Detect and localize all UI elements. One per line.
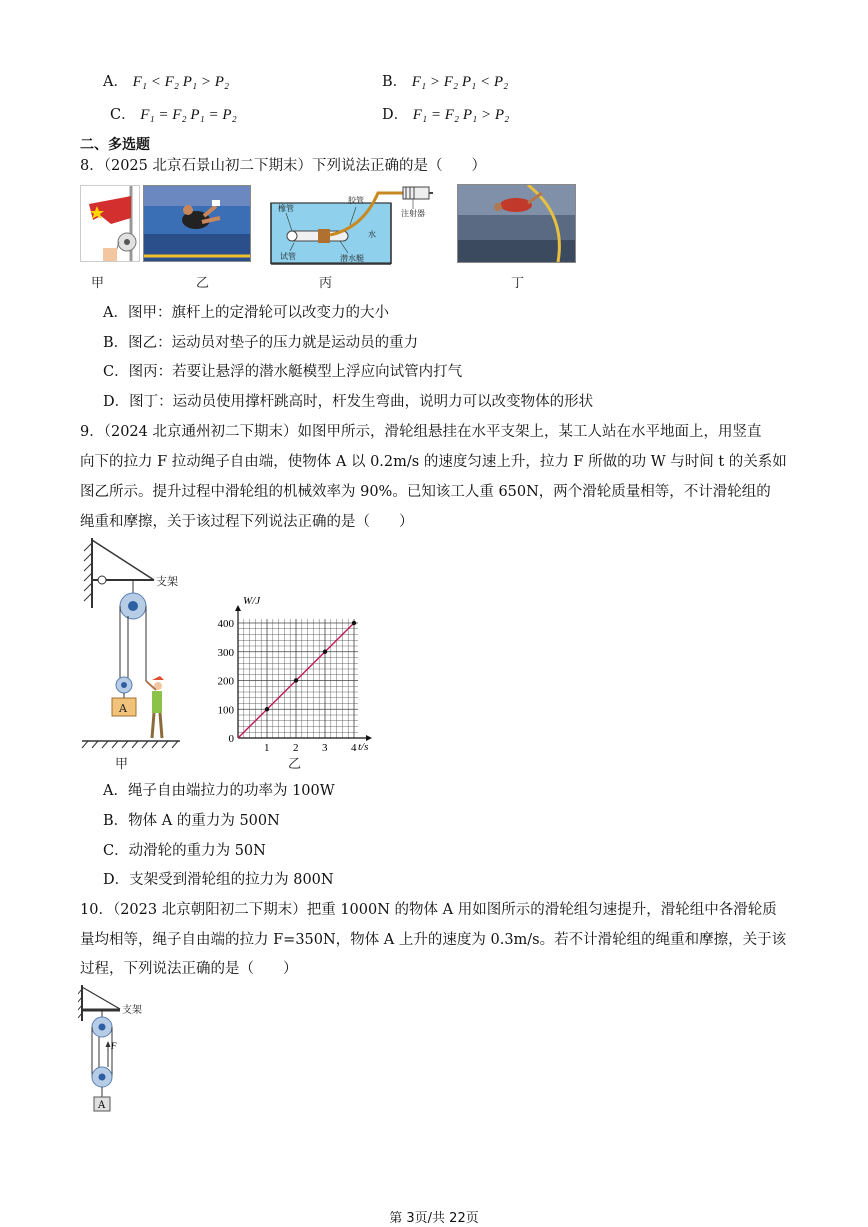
label-bracket: 支架 bbox=[122, 1005, 142, 1016]
label-test-tube: 试管 bbox=[280, 252, 296, 261]
option-letter: A． bbox=[103, 74, 128, 90]
figure-caption-yi-q9: 乙 bbox=[288, 757, 302, 772]
block-a-label: A bbox=[119, 702, 127, 715]
y-tick-label: 100 bbox=[217, 704, 234, 717]
option-expression: F₁ < F₂ P₁ > P₂ bbox=[132, 74, 230, 90]
data-point bbox=[323, 650, 327, 654]
q10-stem-line-3: 过程，下列说法正确的是（ ） bbox=[80, 961, 298, 977]
section-title: 二、多选题 bbox=[80, 137, 150, 153]
figure-ding-pole-vault bbox=[457, 184, 576, 263]
work-time-chart bbox=[200, 590, 390, 765]
y-tick-label: 0 bbox=[228, 733, 234, 745]
q9-option-d: D．支架受到滑轮组的拉力为 800N bbox=[103, 872, 334, 888]
figure-yi-high-jump bbox=[143, 185, 251, 262]
x-tick-label: 4 bbox=[351, 742, 357, 754]
q7-option-a bbox=[103, 70, 229, 91]
figure-caption-bing: 丙 bbox=[319, 276, 333, 291]
label-bracket: 支架 bbox=[156, 575, 178, 588]
option-expression: F₁ = F₂ P₁ = P₂ bbox=[140, 107, 237, 123]
figure-caption-jia-q9: 甲 bbox=[115, 757, 129, 772]
q8-stem: 8．（2025 北京石景山初二下期末）下列说法正确的是（ ） bbox=[80, 158, 486, 174]
option-letter: C． bbox=[110, 107, 136, 123]
y-axis-arrow bbox=[235, 605, 241, 611]
data-point bbox=[352, 621, 356, 625]
option-letter: B． bbox=[382, 74, 408, 90]
figure-bing-submarine bbox=[268, 183, 433, 266]
q9-option-b: B．物体 A 的重力为 500N bbox=[103, 813, 280, 829]
q10-stem-line-2: 量均相等，绳子自由端的拉力 F=350N，物体 A 上升的速度为 0.3m/s。若不计滑轮组的绳重和摩擦，关于该 bbox=[80, 932, 787, 948]
x-tick-label: 1 bbox=[264, 742, 270, 754]
label-submarine: 潜水艇 bbox=[340, 254, 364, 263]
data-point bbox=[294, 678, 298, 682]
y-axis-label: W/J bbox=[243, 595, 261, 607]
figure-q10-pulley bbox=[78, 985, 158, 1115]
label-syringe: 注射器 bbox=[401, 209, 425, 218]
q9-option-a: A．绳子自由端拉力的功率为 100W bbox=[103, 783, 335, 799]
q7-option-d bbox=[382, 103, 509, 124]
q9-stem-line-4: 绳重和摩擦，关于该过程下列说法正确的是（ ） bbox=[80, 514, 414, 530]
y-tick-label: 400 bbox=[217, 618, 234, 630]
q8-option-b: B．图乙：运动员对垫子的压力就是运动员的重力 bbox=[103, 335, 419, 351]
option-expression: F₁ > F₂ P₁ < P₂ bbox=[411, 74, 509, 90]
x-tick-label: 3 bbox=[322, 742, 328, 754]
x-tick-label: 2 bbox=[293, 742, 299, 754]
q10-stem-line-1: 10．（2023 北京朝阳初二下期末）把重 1000N 的物体 A 用如图所示的滑轮组匀速提升，滑轮组中各滑轮质 bbox=[80, 902, 777, 918]
q9-stem-line-2: 向下的拉力 F 拉动绳子自由端，使物体 A 以 0.2m/s 的速度匀速上升，拉力 F 所做的功 W 与时间 t 的关系如 bbox=[80, 454, 787, 470]
chart-series bbox=[238, 621, 356, 738]
option-letter: D． bbox=[382, 107, 409, 123]
q9-stem-line-1: 9．（2024 北京通州初二下期末）如图甲所示，滑轮组悬挂在水平支架上，某工人站在水平地面上，用竖直 bbox=[80, 424, 762, 440]
figure-jia-flagpole bbox=[80, 185, 140, 262]
q9-stem-line-3: 图乙所示。提升过程中滑轮组的机械效率为 90%。已知该工人重 650N，两个滑轮质量相等，不计滑轮组的 bbox=[80, 484, 771, 500]
figure-caption-ding: 丁 bbox=[511, 276, 525, 291]
work-time-chart-svg bbox=[200, 590, 390, 765]
q7-option-c bbox=[110, 103, 237, 124]
q8-option-a: A．图甲：旗杆上的定滑轮可以改变力的大小 bbox=[103, 305, 389, 321]
figure-caption-yi: 乙 bbox=[196, 276, 210, 291]
label-tube: 胶管 bbox=[348, 196, 364, 205]
figure-jia-pulley-system bbox=[80, 538, 190, 753]
q7-option-b bbox=[382, 70, 508, 91]
label-water: 水 bbox=[368, 230, 376, 239]
figure-caption-jia: 甲 bbox=[91, 276, 105, 291]
q8-option-c: C．图丙：若要让悬浮的潜水艇模型上浮应向试管内打气 bbox=[103, 364, 463, 380]
x-axis-label: t/s bbox=[358, 741, 369, 753]
y-tick-label: 300 bbox=[217, 646, 234, 659]
q9-option-c: C．动滑轮的重力为 50N bbox=[103, 843, 266, 859]
option-expression: F₁ = F₂ P₁ > P₂ bbox=[412, 107, 510, 123]
label-tube-in: 橡管 bbox=[278, 204, 294, 213]
block-a-label: A bbox=[98, 1100, 106, 1111]
y-tick-label: 200 bbox=[217, 675, 234, 688]
page-footer: 第 3页/共 22页 bbox=[389, 1211, 479, 1226]
data-point bbox=[265, 707, 269, 711]
label-force-f: F bbox=[111, 1041, 117, 1051]
q8-option-d: D．图丁：运动员使用撑杆跳高时，杆发生弯曲，说明力可以改变物体的形状 bbox=[103, 394, 594, 410]
